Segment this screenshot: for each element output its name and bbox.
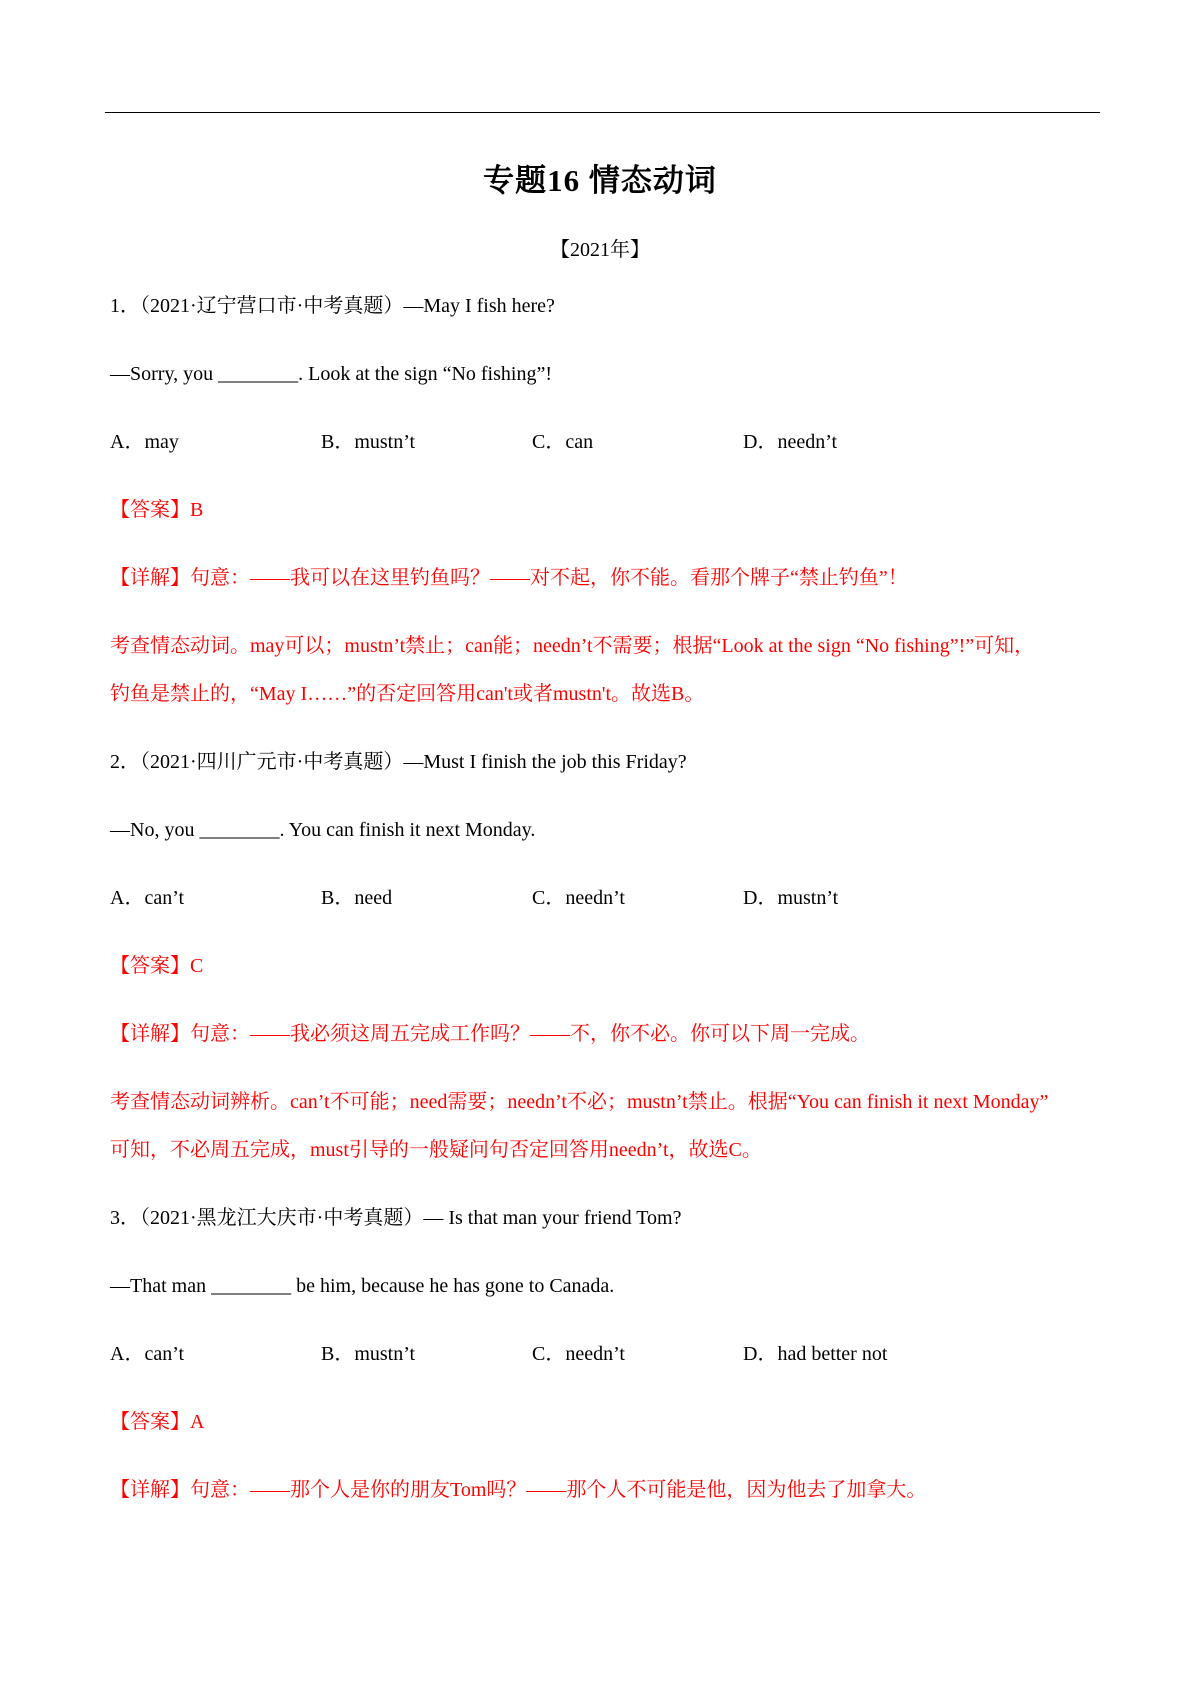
option-b: B．mustn’t [321, 431, 416, 453]
question-stem: 2．（2021·四川广元市·中考真题）—Must I finish the job this Friday? [110, 751, 687, 773]
option-c: C．needn’t [532, 887, 625, 909]
option-d: D．mustn’t [743, 887, 839, 909]
explanation-line: 考查情态动词辨析。can’t不可能；need需要；needn’t不必；mustn’t禁止。根据“You can finish it next Monday” [110, 1091, 1049, 1113]
explanation-line: 钓鱼是禁止的，“May I……”的否定回答用can't或者mustn't。故选B。 [110, 683, 705, 705]
option-a: A．can’t [110, 887, 185, 909]
options-row [110, 429, 1100, 497]
options-row [110, 1341, 1100, 1409]
option-a: A．may [110, 431, 179, 453]
option-b: B．need [321, 887, 393, 909]
question-line: —Sorry, you ________. Look at the sign “No fishing”! [110, 363, 552, 385]
header-rule [105, 112, 1100, 113]
option-c: C．needn’t [532, 1343, 625, 1365]
detail: 【详解】句意：——我可以在这里钓鱼吗？——对不起，你不能。看那个牌子“禁止钓鱼”！ [110, 567, 908, 589]
explanation-line: 考查情态动词。may可以；mustn’t禁止；can能；needn’t不需要；根据“Look at the sign “No fishing”!”可知， [110, 635, 1035, 657]
page-title: 专题16 情态动词 [483, 163, 717, 198]
option-b: B．mustn’t [321, 1343, 416, 1365]
year-heading: 【2021年】 [550, 239, 650, 261]
question-line: —That man ________ be him, because he has gone to Canada. [110, 1275, 615, 1297]
answer: 【答案】A [110, 1411, 205, 1433]
detail: 【详解】句意：——我必须这周五完成工作吗？——不，你不必。你可以下周一完成。 [110, 1023, 870, 1045]
answer: 【答案】B [110, 499, 204, 521]
option-c: C．can [532, 431, 594, 453]
options-row [110, 885, 1100, 953]
detail: 【详解】句意：——那个人是你的朋友Tom吗？——那个人不可能是他，因为他去了加拿大。 [110, 1479, 927, 1501]
explanation-line: 可知，不必周五完成，must引导的一般疑问句否定回答用needn’t，故选C。 [110, 1139, 762, 1161]
question-stem: 3．（2021·黑龙江大庆市·中考真题）— Is that man your friend Tom? [110, 1207, 682, 1229]
document-body [110, 293, 1100, 1545]
answer: 【答案】C [110, 955, 204, 977]
question-stem: 1．（2021·辽宁营口市·中考真题）—May I fish here? [110, 295, 555, 317]
option-a: A．can’t [110, 1343, 185, 1365]
option-d: D．needn’t [743, 431, 838, 453]
question-line: —No, you ________. You can finish it next Monday. [110, 819, 536, 841]
option-d: D．had better not [743, 1343, 888, 1365]
